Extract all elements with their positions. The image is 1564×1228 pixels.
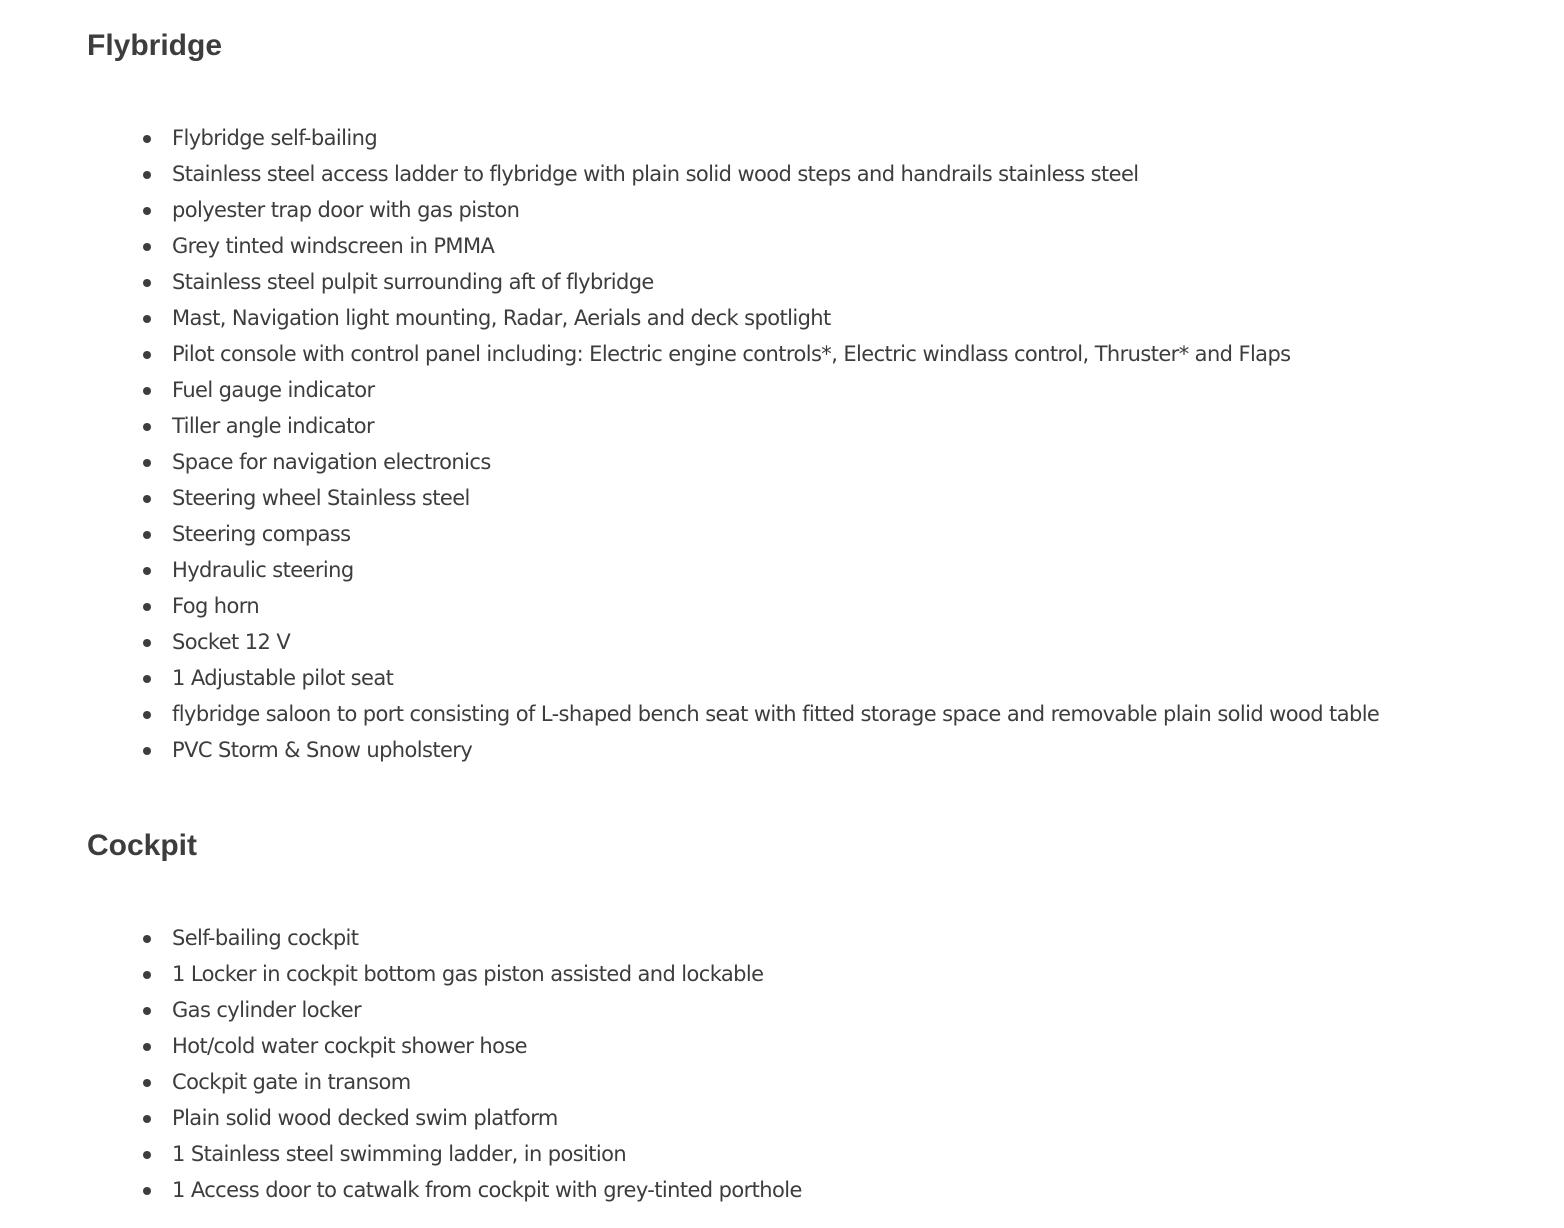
bullet-icon bbox=[143, 243, 151, 251]
bullet-icon bbox=[143, 971, 151, 979]
bullet-icon bbox=[143, 1151, 151, 1159]
bullet-icon bbox=[143, 639, 151, 647]
list-item-text: Grey tinted windscreen in PMMA bbox=[172, 234, 495, 258]
list-item bbox=[0, 336, 1379, 372]
feature-list-cockpit bbox=[0, 920, 802, 1208]
list-item-text: 1 Locker in cockpit bottom gas piston assisted and lockable bbox=[172, 962, 764, 986]
list-item-text: Fuel gauge indicator bbox=[172, 378, 375, 402]
bullet-icon bbox=[143, 531, 151, 539]
list-item bbox=[0, 1136, 802, 1172]
list-item-text: 1 Adjustable pilot seat bbox=[172, 666, 394, 690]
list-item-text: Plain solid wood decked swim platform bbox=[172, 1106, 558, 1130]
bullet-icon bbox=[143, 135, 151, 143]
bullet-icon bbox=[143, 603, 151, 611]
bullet-icon bbox=[143, 935, 151, 943]
list-item-text: Hot/cold water cockpit shower hose bbox=[172, 1034, 527, 1058]
list-item bbox=[0, 920, 802, 956]
bullet-icon bbox=[143, 387, 151, 395]
list-item bbox=[0, 516, 1379, 552]
bullet-icon bbox=[143, 207, 151, 215]
bullet-icon bbox=[143, 459, 151, 467]
list-item-text: Cockpit gate in transom bbox=[172, 1070, 411, 1094]
bullet-icon bbox=[143, 171, 151, 179]
list-item-text: Stainless steel access ladder to flybridge with plain solid wood steps and handrails stainless steel bbox=[172, 162, 1139, 186]
list-item-text: 1 Access door to catwalk from cockpit with grey-tinted porthole bbox=[172, 1178, 802, 1202]
bullet-icon bbox=[143, 1079, 151, 1087]
bullet-icon bbox=[143, 279, 151, 287]
list-item-text: Tiller angle indicator bbox=[172, 414, 375, 438]
list-item-text: Stainless steel pulpit surrounding aft of flybridge bbox=[172, 270, 654, 294]
list-item-text: Steering wheel Stainless steel bbox=[172, 486, 470, 510]
list-item-text: Self-bailing cockpit bbox=[172, 926, 359, 950]
list-item bbox=[0, 192, 1379, 228]
list-item bbox=[0, 1064, 802, 1100]
list-item-text: polyester trap door with gas piston bbox=[172, 198, 520, 222]
bullet-icon bbox=[143, 711, 151, 719]
list-item bbox=[0, 1172, 802, 1208]
list-item bbox=[0, 120, 1379, 156]
bullet-icon bbox=[143, 495, 151, 503]
list-item bbox=[0, 552, 1379, 588]
list-item bbox=[0, 624, 1379, 660]
list-item bbox=[0, 408, 1379, 444]
section-title-flybridge: Flybridge bbox=[87, 29, 223, 62]
list-item-text: Hydraulic steering bbox=[172, 558, 354, 582]
list-item bbox=[0, 156, 1379, 192]
list-item bbox=[0, 992, 802, 1028]
list-item-text: Fog horn bbox=[172, 594, 260, 618]
bullet-icon bbox=[143, 1115, 151, 1123]
list-item bbox=[0, 1100, 802, 1136]
list-item-text: Steering compass bbox=[172, 522, 351, 546]
list-item bbox=[0, 696, 1379, 732]
bullet-icon bbox=[143, 1043, 151, 1051]
bullet-icon bbox=[143, 1007, 151, 1015]
list-item bbox=[0, 480, 1379, 516]
list-item-text: PVC Storm & Snow upholstery bbox=[172, 738, 473, 762]
list-item bbox=[0, 264, 1379, 300]
list-item bbox=[0, 372, 1379, 408]
list-item bbox=[0, 228, 1379, 264]
list-item-text: Mast, Navigation light mounting, Radar, Aerials and deck spotlight bbox=[172, 306, 831, 330]
list-item bbox=[0, 660, 1379, 696]
section-title-cockpit: Cockpit bbox=[87, 829, 198, 862]
list-item bbox=[0, 588, 1379, 624]
bullet-icon bbox=[143, 351, 151, 359]
list-item bbox=[0, 1028, 802, 1064]
list-item-text: Space for navigation electronics bbox=[172, 450, 491, 474]
bullet-icon bbox=[143, 567, 151, 575]
list-item-text: Flybridge self-bailing bbox=[172, 126, 378, 150]
list-item-text: Pilot console with control panel including: Electric engine controls*, Electric windlass control, Thruster* and Flaps bbox=[172, 342, 1291, 366]
bullet-icon bbox=[143, 747, 151, 755]
list-item bbox=[0, 300, 1379, 336]
bullet-icon bbox=[143, 423, 151, 431]
list-item-text: flybridge saloon to port consisting of L-shaped bench seat with fitted storage space and removable plain solid wood table bbox=[172, 702, 1380, 726]
list-item-text: Gas cylinder locker bbox=[172, 998, 362, 1022]
bullet-icon bbox=[143, 1187, 151, 1195]
bullet-icon bbox=[143, 675, 151, 683]
list-item-text: Socket 12 V bbox=[172, 630, 291, 654]
list-item bbox=[0, 444, 1379, 480]
list-item bbox=[0, 956, 802, 992]
list-item bbox=[0, 732, 1379, 768]
bullet-icon bbox=[143, 315, 151, 323]
feature-list-flybridge bbox=[0, 120, 1379, 768]
list-item-text: 1 Stainless steel swimming ladder, in position bbox=[172, 1142, 627, 1166]
